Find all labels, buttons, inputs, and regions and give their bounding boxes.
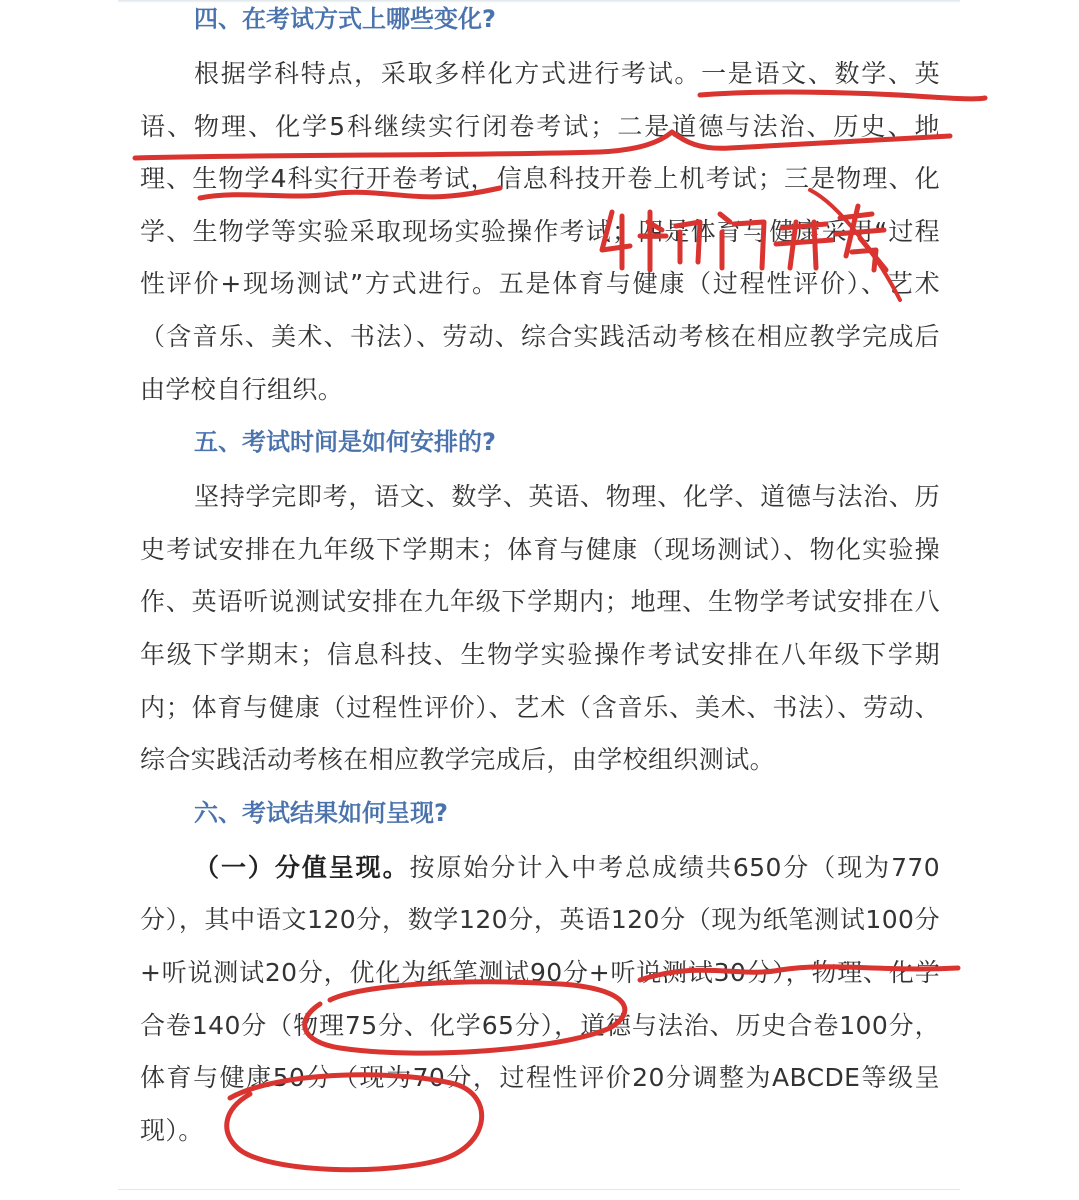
paragraph-exam-methods: 根据学科特点，采取多样化方式进行考试。一是语文、数学、英语、物理、化学5科继续实行闭卷考试；二是道德与法治、历史、地理、生物学4科实行开卷考试，信息科技开卷上机考试；三是物理、化学、生物学等实验采取现场实验操作考试；四是体育与健康采用“过程性评价+现场测试”方式进行。五是体育与健康（过程性评价）、艺术（含音乐、美术、书法）、劳动、综合实践活动考核在相应教学完成后由学校自行组织。 [140,59,940,404]
section-heading-exam-methods: 四、在考试方式上哪些变化? [194,5,496,33]
paragraph-exam-schedule: 坚持学完即考，语文、数学、英语、物理、化学、道德与法治、历史考试安排在九年级下学期末；体育与健康（现场测试）、物化实验操作、英语听说测试安排在九年级下学期内；地理、生物学考试安排在八年级下学期末；信息科技、生物学实验操作考试安排在八年级下学期内；体育与健康（过程性评价）、艺术（含音乐、美术、书法）、劳动、综合实践活动考核在相应教学完成后，由学校组织测试。 [140,482,940,775]
article-body [140,0,940,1164]
paragraph-exam-results [140,842,940,1158]
section-heading-exam-schedule: 五、考试时间是如何安排的? [194,428,496,457]
paragraph-results-body: 按原始分计入中考总成绩共650分（现为770分），其中语文120分，数学120分，英语120分（现为纸笔测试100分+听说测试20分，优化为纸笔测试90分+听说测试30分），物理、化学合卷140分（物理75分、化学65分），道德与法治、历史合卷100分，体育与健康50分（现为70分，过程性评价20分调整为ABCDE等级呈现）。 [140,852,940,1145]
paragraph-lead: （一）分值呈现。 [194,852,410,882]
section-heading-exam-results: 六、考试结果如何呈现? [194,798,448,827]
bottom-rule [118,1189,960,1190]
